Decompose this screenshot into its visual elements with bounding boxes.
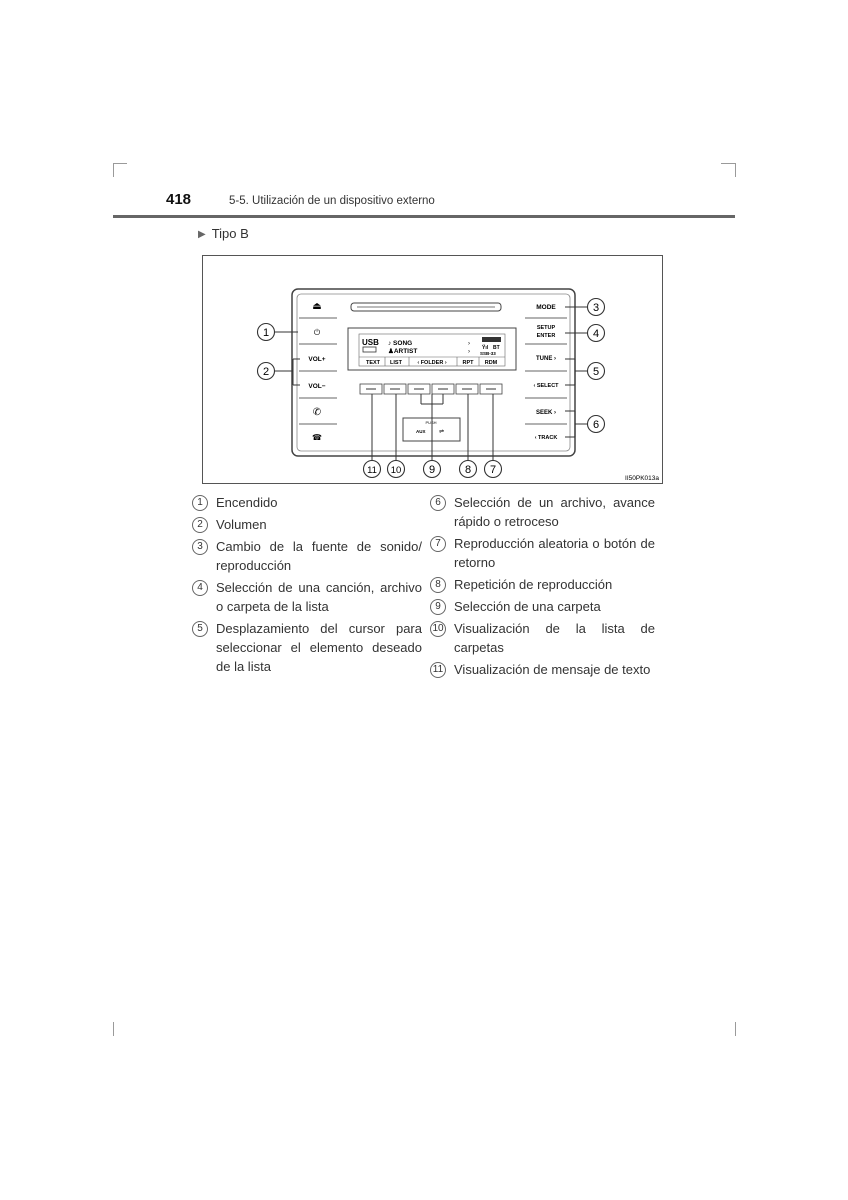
phone-icon[interactable]: ✆ <box>312 407 322 418</box>
hangup-icon[interactable]: ☎ <box>312 433 322 442</box>
bt-label: BT <box>493 345 500 351</box>
power-icon[interactable]: ⏻ <box>313 328 321 337</box>
legend-item <box>192 515 422 534</box>
legend-item <box>430 493 655 531</box>
subsection-heading <box>198 226 249 241</box>
callout-number: 11 <box>367 465 377 476</box>
legend-text: Cambio de la fuente de sonido/ reproducción <box>216 539 422 573</box>
softkey-label: LIST <box>390 360 402 366</box>
legend-text: Desplazamiento del cursor para seleccionar el elemento deseado de la lista <box>216 621 422 674</box>
legend-number: 4 <box>192 580 208 596</box>
crop-mark-top-left-h <box>113 163 127 164</box>
page-number: 418 <box>166 191 192 208</box>
mode-button[interactable]: MODE <box>536 304 556 311</box>
callout-number: 6 <box>592 419 600 431</box>
seek-button[interactable]: SEEK › <box>535 410 557 416</box>
subsection-label: Tipo B <box>211 226 249 241</box>
display-artist: ♟ARTIST <box>388 348 418 355</box>
artist-arrow-icon: › <box>468 349 470 355</box>
crop-mark-top-right-h <box>721 163 735 164</box>
legend-number: 2 <box>192 517 208 533</box>
legend-text: Repetición de reproducción <box>454 577 613 592</box>
info-code: SSB-33 <box>480 351 496 356</box>
track-button[interactable]: ‹ TRACK <box>534 435 558 441</box>
legend-left-column <box>192 493 422 679</box>
callout-number: 7 <box>489 464 497 476</box>
crop-mark-top-left-v <box>113 163 114 177</box>
callout-number: 1 <box>262 327 270 339</box>
legend-item <box>192 578 422 616</box>
crop-mark-bottom-right <box>735 1022 736 1036</box>
eject-icon[interactable]: ⏏ <box>312 301 322 312</box>
legend-text: Selección de una canción, archivo o carpeta de la lista <box>216 580 422 614</box>
crop-mark-top-right-v <box>735 163 736 177</box>
legend-text: Visualización de mensaje de texto <box>454 662 651 677</box>
legend-item <box>192 537 422 575</box>
signal-icon: Ÿıl <box>482 345 489 351</box>
legend-text: Reproducción aleatoria o botón de retorno <box>454 536 655 570</box>
legend-right-column <box>430 493 655 682</box>
tune-button[interactable]: TUNE › <box>536 356 556 362</box>
callout-number: 2 <box>262 366 270 378</box>
vol-up-button[interactable]: VOL+ <box>308 356 326 363</box>
legend-number: 7 <box>430 536 446 552</box>
softkey-label: RPT <box>462 360 474 366</box>
callout-number: 8 <box>464 464 472 476</box>
legend-text: Encendido <box>216 495 278 510</box>
softkey-label: ‹ FOLDER › <box>417 360 447 366</box>
legend-text: Visualización de la lista de carpetas <box>454 621 655 655</box>
usb-port-icon[interactable]: ⇌ <box>439 429 445 435</box>
callout-number: 9 <box>428 464 436 476</box>
setup-label[interactable]: SETUP <box>536 325 556 331</box>
softkey-label: RDM <box>484 360 498 366</box>
display-source: USB <box>362 338 379 347</box>
callout-number: 10 <box>390 465 402 476</box>
legend-number: 1 <box>192 495 208 511</box>
legend-text: Volumen <box>216 517 267 532</box>
aux-port[interactable]: AUX <box>416 429 426 434</box>
legend-item <box>430 619 655 657</box>
section-title: 5-5. Utilización de un dispositivo externo <box>229 195 435 207</box>
legend-number: 5 <box>192 621 208 637</box>
audio-unit-figure <box>202 255 663 484</box>
enter-label[interactable]: ENTER <box>536 333 556 339</box>
legend-number: 10 <box>430 621 446 637</box>
legend-number: 8 <box>430 577 446 593</box>
legend-item <box>430 534 655 572</box>
crop-mark-bottom-left <box>113 1022 114 1036</box>
legend-number: 3 <box>192 539 208 555</box>
legend-text: Selección de un archivo, avance rápido o retroceso <box>454 495 655 529</box>
legend-item <box>192 493 422 512</box>
callout-number: 3 <box>592 302 600 314</box>
display-song: ♪ SONG <box>388 340 413 347</box>
select-button[interactable]: ‹ SELECT <box>533 383 559 389</box>
legend-text: Selección de una carpeta <box>454 599 601 614</box>
audio-unit-drawing <box>203 256 664 485</box>
legend-item <box>430 575 655 594</box>
figure-code: II50PK013a <box>625 475 659 482</box>
callout-number: 5 <box>592 366 600 378</box>
song-arrow-icon: › <box>468 341 470 347</box>
status-tag <box>482 337 501 342</box>
legend-number: 6 <box>430 495 446 511</box>
callout-number: 4 <box>592 328 600 340</box>
push-label: PUSH <box>425 420 437 425</box>
softkey-label: TEXT <box>365 360 381 366</box>
vol-down-button[interactable]: VOL− <box>308 383 326 390</box>
triangle-bullet-icon: ▶ <box>198 229 206 240</box>
header-rule <box>113 215 735 218</box>
legend-item <box>430 660 655 679</box>
legend-number: 11 <box>430 662 446 678</box>
legend-number: 9 <box>430 599 446 615</box>
legend-item <box>430 597 655 616</box>
legend-item <box>192 619 422 676</box>
